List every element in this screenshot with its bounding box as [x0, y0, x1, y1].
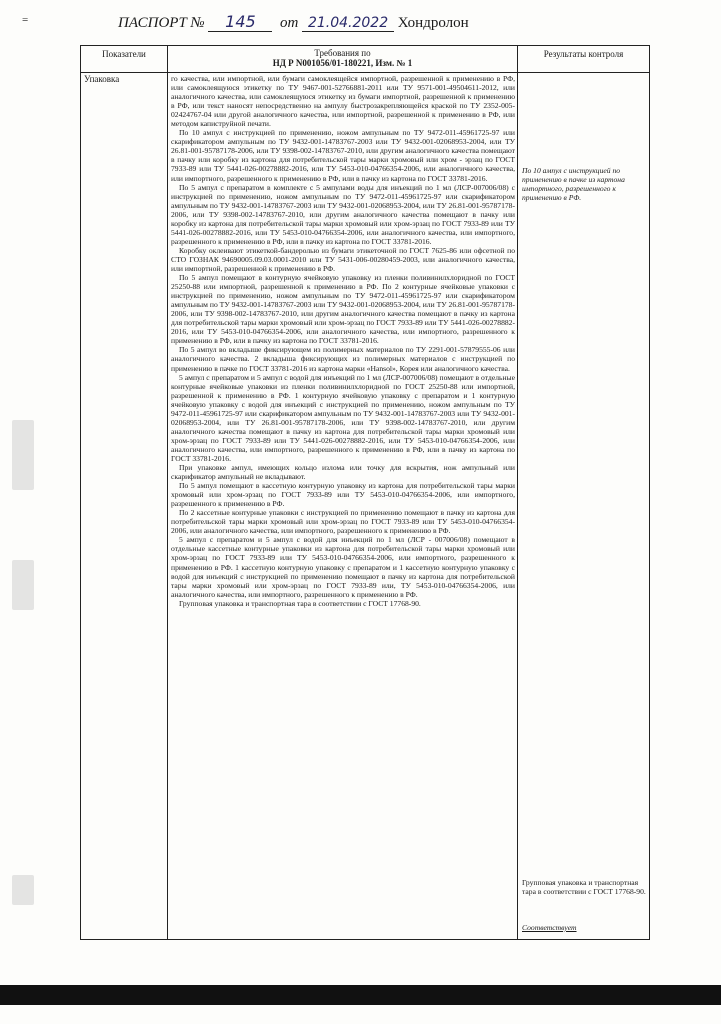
paragraph: При упаковке ампул, имеющих кольцо излома или точку для вскрытия, нож ампульный или скарификатор ампульный не вкладывают.	[171, 463, 515, 482]
column-divider	[167, 72, 168, 939]
paragraph: 5 ампул с препаратом и 5 ампул с водой для инъекций по 1 мл (ЛСР - 007006/08) помещают в отдельные кассетные контурные упаковки из картона для потребительской тары марки хромовый или хром-эрзац по ГОСТ 7933-89 или ТУ 5453-010-04766354-2006, или импортного, разрешенного к применению в РФ. 1 кассетную контурную упаковку с препаратом и 1 кассетную контурную упаковку с водой для инъекций с инструкцией по применению помещают в пачку из картона для потребительской тары марки хромовый или хром-эрзац по ГОСТ 7933-89 или, ТУ 5453-010-04766354-2006, или аналогичного качества, или импортного, разрешенного к применению в РФ.	[171, 535, 515, 599]
paragraph: По 10 ампул с инструкцией по применению, ножом ампульным по ТУ 9472-011-45961725-97 или скарификатором ампульным по ТУ 9432-001-14783767-2003 или ТУ 9432-001-02068953-2004, или ТУ 26.81-001-95787178-2006, или ТУ 9398-002-14783767-2010, или другим аналогичного качества помещают в пачку или коробку из картона для потребительской тары марки хромовый или хром - эрзац по ГОСТ 7933-89 или ТУ 5441-026-00278882-2016, или ТУ 5453-010-04766354-2006, или аналогичного качества, или импортного, разрешенного к применению в РФ, или в пачку из картона по ГОСТ 33781-2016.	[171, 128, 515, 183]
column-divider	[517, 72, 518, 939]
passport-label: ПАСПОРТ №	[118, 15, 205, 31]
col-header-results: Результаты контроля	[518, 46, 649, 73]
paragraph: По 5 ампул помещают в контурную ячейковую упаковку из пленки поливинилхлоридной по ГОСТ 25250-88 или импортной, разрешенной к применению в РФ. По 2 контурные ячейковые упаковки с инструкцией по применению, ножом ампульным по ТУ 9472-011-45961725-97 или скарификатором ампульным по ТУ 9432-001-14783767-2003 или ТУ 9432-001-02068953-2004, или ТУ 26.81-001-95787178-2006, или ТУ 9398-002-14783767-2010, или другим аналогичного качества помещают в пачку из картона для потребительской тары марки хромовый или хром-эрзац по ГОСТ 7933-89 или ТУ 5441-026-00278882-2016, или ТУ 5453-010-04766354-2006, или аналогичного качества, или импортного, разрешенного к применению в РФ, или в пачку из картона по ГОСТ 33781-2016.	[171, 273, 515, 346]
product-name: Хондролон	[397, 15, 469, 31]
date-value: 21.04.2022	[302, 15, 394, 32]
paragraph: Групповая упаковка и транспортная тара в соответствии с ГОСТ 17768-90.	[179, 598, 421, 608]
paragraph: По 2 кассетные контурные упаковки с инструкцией по применению помещают в пачку из картона для потребительской тары марки хромовый или хром-эрзац по ГОСТ 7933-89 или ТУ 5453-010-04766354-2006, или аналогичного качества, или импортного, разрешенного к применению в РФ.	[171, 508, 515, 536]
result-conforms: Соответствует	[522, 923, 577, 932]
req-header-line2: НД Р N001056/01-180221, Изм. № 1	[272, 58, 413, 68]
requirements-text	[171, 74, 515, 608]
date-label: от	[279, 15, 299, 31]
req-header-line1: Требования по	[314, 48, 371, 58]
scan-artifact	[12, 560, 34, 610]
passport-number: 145	[208, 12, 272, 32]
paragraph: Коробку оклеивают этикеткой-бандеролью из бумаги этикеточной по ГОСТ 7625-86 или офсетной по СТО ГОЗНАК 94690005.09.03.0001-2010 или ТУ 5431-006-00280459-2003, или аналогичного качества, или импортной, разрешенной к применению в РФ.	[171, 245, 515, 273]
scan-artifact	[12, 420, 34, 490]
scan-artifact	[12, 875, 34, 905]
paragraph: По 5 ампул помещают в кассетную контурную упаковку из картона для потребительской тары марки хромовый или хром-эрзац по ГОСТ 7933-89 или ТУ 5453-010-04766354-2006, или импортного, разрешенного к применению в РФ.	[171, 481, 515, 509]
paragraph: 5 ампул с препаратом и 5 ампул с водой для инъекций по 1 мл (ЛСР-007006/08) помещают в отдельные контурные ячейковые упаковки из пленки поливинилхлоридной по ГОСТ 25250-88 или импортной, разрешенной к применению в РФ. 1 контурную ячейковую упаковку с препаратом и 1 контурную ячейковую упаковку с водой для инъекций с инструкцией по применению, ножом ампульным по ТУ 9472-011-45961725-97 или скарификатором ампульным по ТУ 9432-001-14783767-2003 или ТУ 9432-001-02068953-2004, или ТУ 26.81-001-95787178-2006, или ТУ 9398-002-14783767-2010, или другим аналогичного качества помещают в пачку из картона для потребительской тары марки хромовый или хром-эрзац по ГОСТ 7933-89 или ТУ 5441-026-00278882-2016, или ТУ 5453-010-04766354-2006, или аналогичного качества, или импортного, разрешенного к применению в РФ, или в пачку из картона по ГОСТ 33781-2016.	[171, 372, 515, 463]
col-header-indicators: Показатели	[81, 46, 168, 73]
scan-bottom-bar	[0, 985, 721, 1005]
paragraph: го качества, или импортной, или бумаги самоклеящейся импортной, разрешенной к применению в РФ, или самоклеящуюся этикетку по ТУ 9467-001-52766881-2011 или ТУ 9571-001-49504611-2012, или аналогичного качества, или самоклеящуюся этикетку из бумаги импортной, разрешенной к применению в РФ, или текст наносят непосредственно на ампулу быстрозакрепляющейся краской по ТУ 2352-005-02424767-04 или другой аналогичного качества, или импортной, разрешенной к применению в РФ, или методом капиструйной печати.	[171, 74, 515, 129]
passport-table	[80, 45, 650, 940]
col-header-requirements	[168, 46, 518, 73]
result-packaging-pack: По 10 ампул с инструкцией по применению в пачке из картона импортного, разрешенного к применению в РФ.	[522, 166, 625, 202]
paragraph: По 5 ампул во вкладыше фиксирующем из полимерных материалов по ТУ 2291-001-57879555-06 или аналогичного качества. 2 вкладыша фиксирующих из полимерных материалов с инструкцией по применению в пачке по ГОСТ 33781-2016 из картона марки «Hansol», Корея или аналогичного качества.	[171, 345, 515, 373]
row-label-packaging: Упаковка	[84, 74, 120, 84]
margin-mark: =	[22, 14, 29, 26]
passport-header	[118, 12, 469, 32]
paragraph: По 5 ампул с препаратом в комплекте с 5 ампулами воды для инъекций по 1 мл (ЛСР-007006/08) с инструкцией по применению, ножом ампульным по ТУ 9472-011-45961725-97 или скарификатором ампульным по ТУ 9432-001-14783767-2003 или ТУ 9432-001-02068953-2004, или ТУ 26.81-001-95787178-2006, или ТУ 9398-002-14783767-2010, или другим аналогичного качества помещают в пачку или коробку из картона для потребительской тары марки хромовый или хром-эрзац по ГОСТ 7933-89 или ТУ 5441-026-00278882-2016, или ТУ 5453-010-04766354-2006, или аналогичного качества, или импортного, разрешенного к применению в РФ, или в пачку из картона по ГОСТ 33781-2016.	[171, 182, 515, 246]
result-group-packaging: Групповая упаковка и транспортная тара в соответствии с ГОСТ 17768-90.	[522, 878, 646, 897]
